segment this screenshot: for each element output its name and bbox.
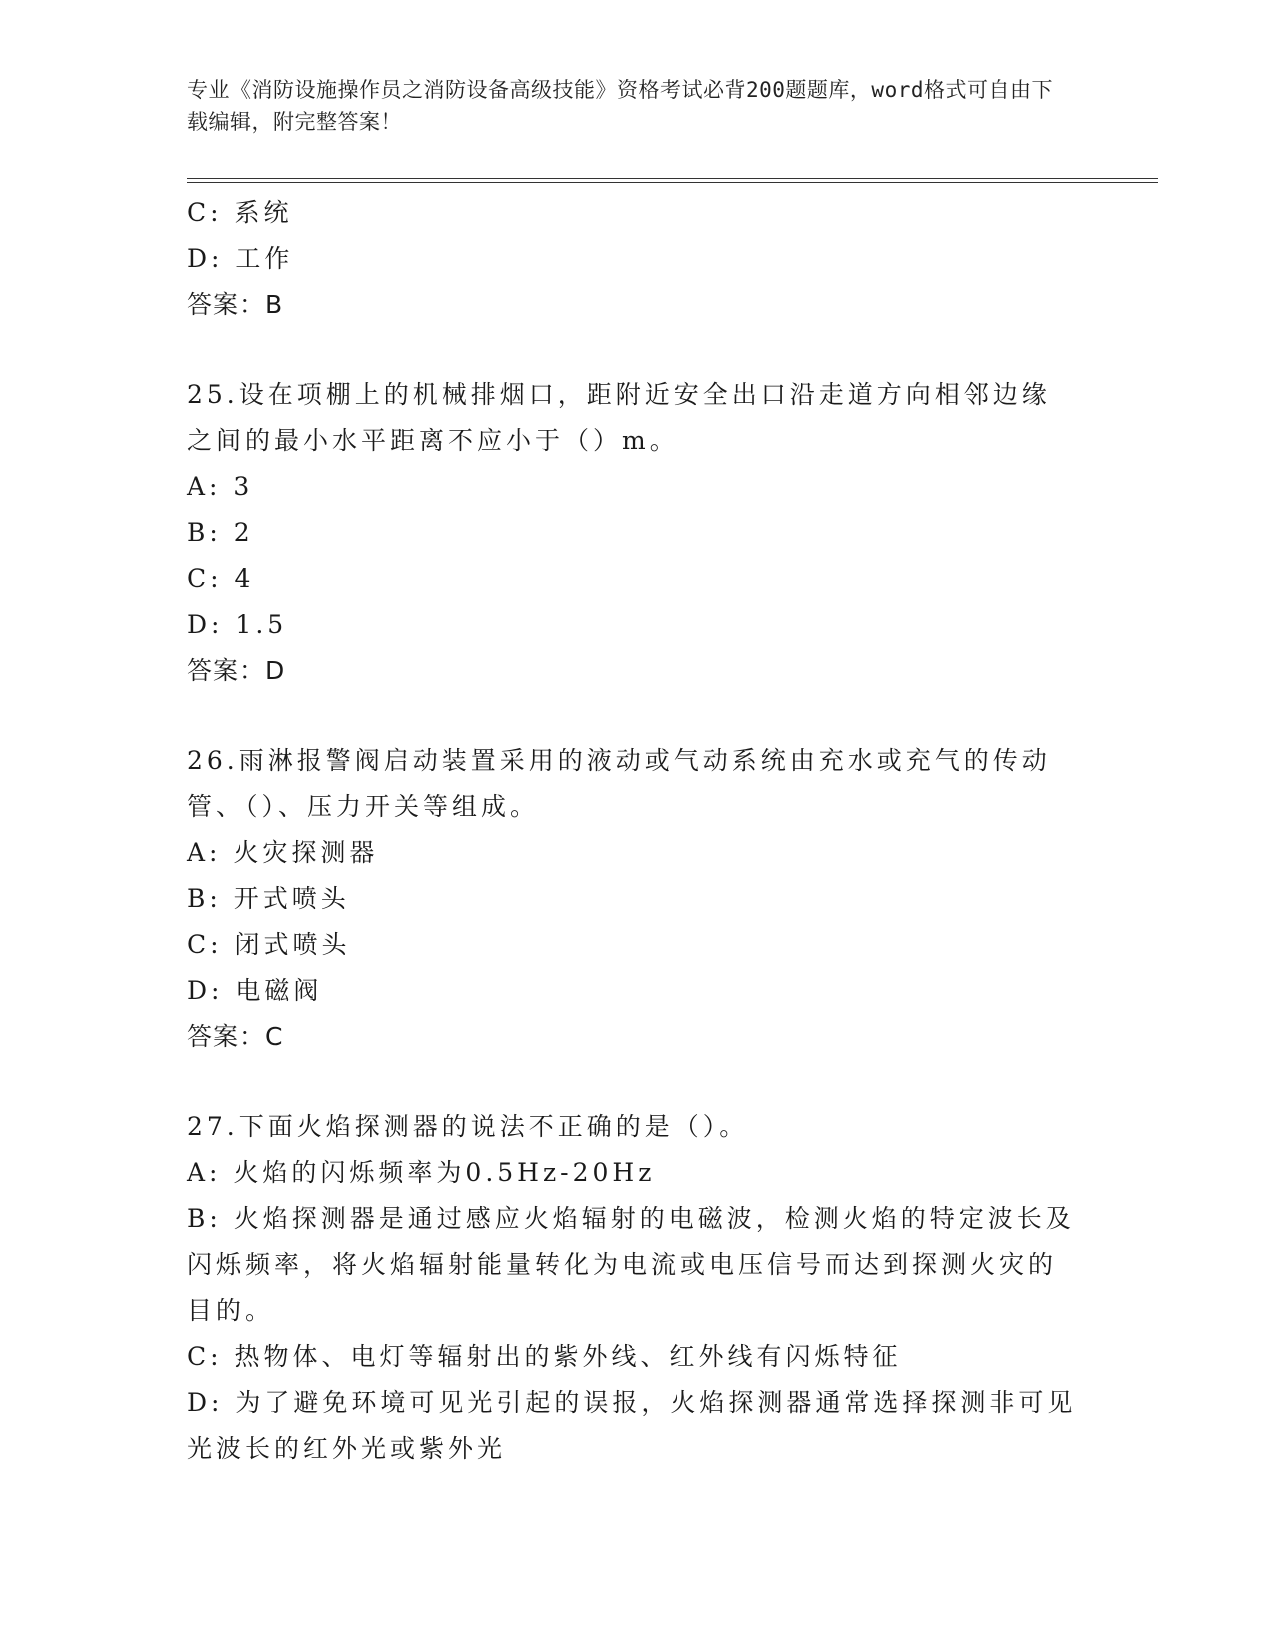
answer-label: 答案：C	[187, 1022, 284, 1051]
option-d: D: 1.5	[187, 610, 288, 639]
question-25	[187, 372, 1077, 694]
option-c: C: 热物体、电灯等辐射出的紫外线、红外线有闪烁特征	[187, 1342, 902, 1371]
question-27	[187, 1104, 1077, 1472]
option-d: D: 电磁阀	[187, 976, 323, 1005]
option-c: C: 闭式喷头	[187, 930, 351, 959]
option-c: C: 系统	[187, 198, 293, 227]
spacer	[187, 694, 1077, 738]
option-b: B: 开式喷头	[187, 884, 350, 913]
option-b: B: 火焰探测器是通过感应火焰辐射的电磁波，检测火焰的特定波长及闪烁频率，将火焰辐射能量转化为电流或电压信号而达到探测火灾的目的。	[187, 1204, 1075, 1325]
option-b: B: 2	[187, 518, 254, 547]
header-divider-thick	[187, 178, 1158, 179]
question-stem: 25.设在项棚上的机械排烟口，距附近安全出口沿走道方向相邻边缘之间的最小水平距离不应小于（）m。	[187, 380, 1051, 455]
question-stem: 27.下面火焰探测器的说法不正确的是（）。	[187, 1112, 749, 1141]
answer-label: 答案：D	[187, 656, 286, 685]
spacer	[187, 1060, 1077, 1104]
answer-label: 答案：B	[187, 290, 284, 319]
header-divider-thin	[187, 182, 1158, 183]
question-stem: 26.雨淋报警阀启动装置采用的液动或气动系统由充水或充气的传动管、（）、压力开关等组成。	[187, 746, 1051, 821]
spacer	[187, 328, 1077, 372]
option-a: A: 3	[187, 472, 254, 501]
option-c: C: 4	[187, 564, 255, 593]
question-content	[187, 190, 1077, 1472]
option-d: D: 工作	[187, 244, 294, 273]
document-header: 专业《消防设施操作员之消防设备高级技能》资格考试必背200题题库，word格式可自由下载编辑，附完整答案！	[187, 78, 1053, 134]
option-a: A: 火焰的闪烁频率为0.5Hz-20Hz	[187, 1158, 656, 1187]
question-26	[187, 738, 1077, 1060]
option-a: A: 火灾探测器	[187, 838, 379, 867]
option-d: D: 为了避免环境可见光引起的误报，火焰探测器通常选择探测非可见光波长的红外光或紫外光	[187, 1388, 1077, 1463]
prev-question-options	[187, 190, 1077, 282]
